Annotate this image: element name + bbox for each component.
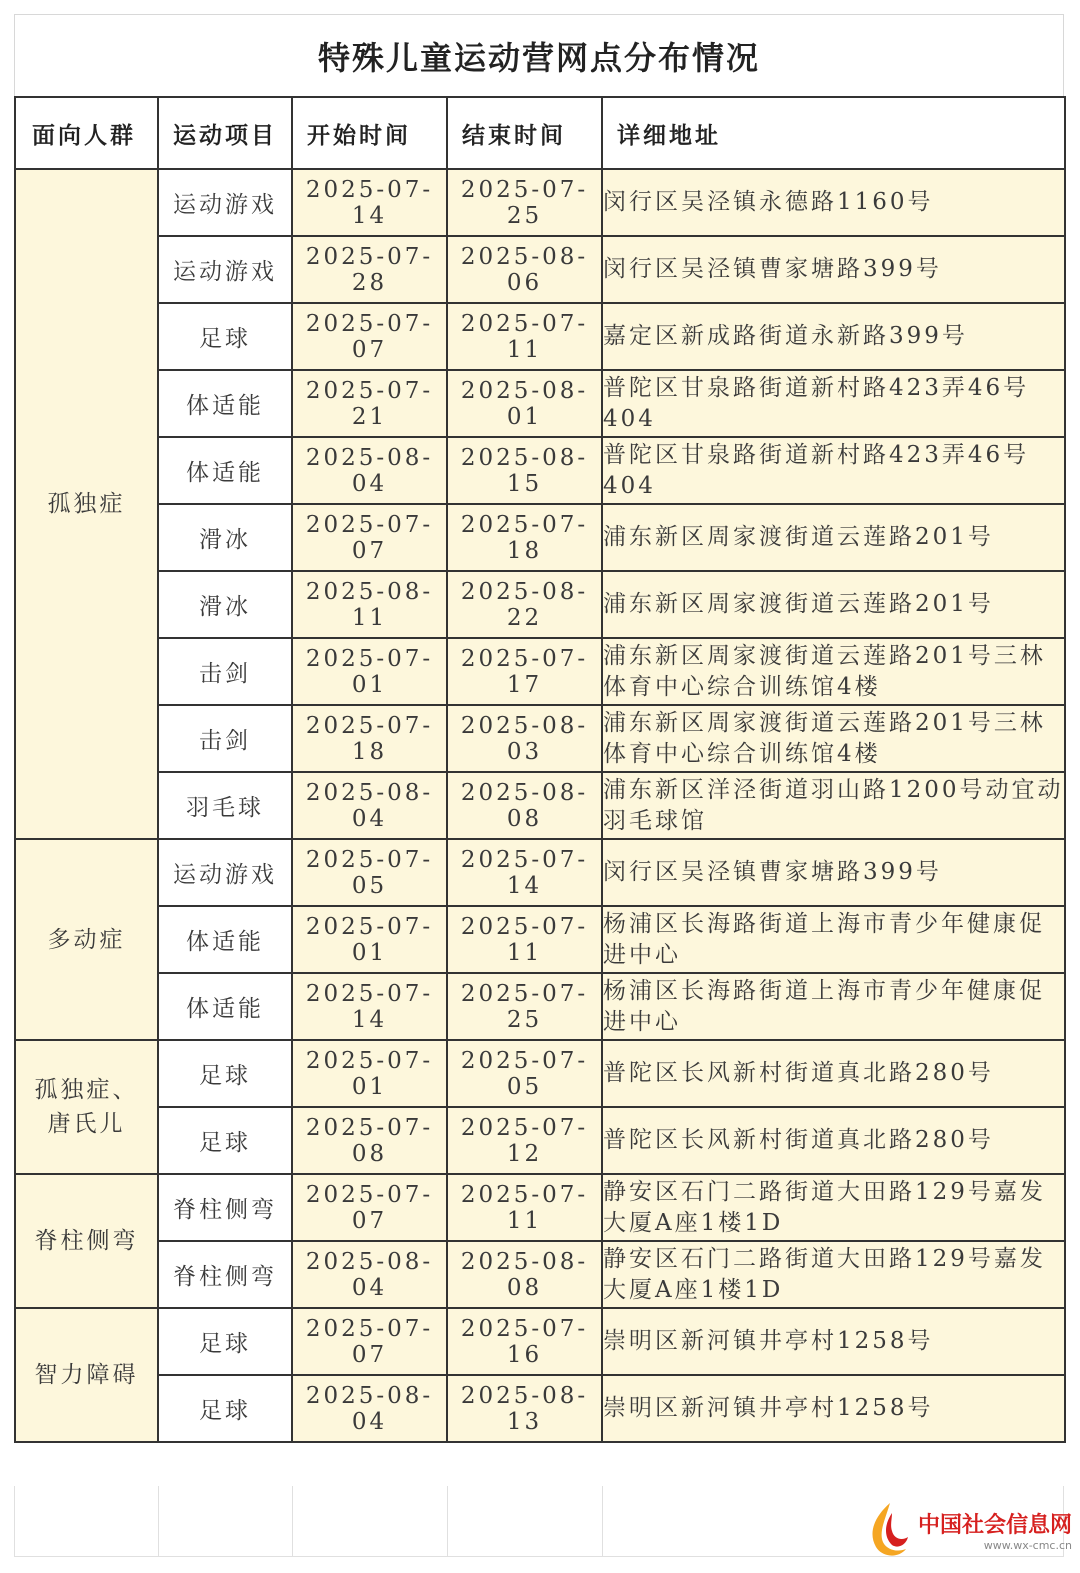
table-row <box>15 437 1065 504</box>
table-row <box>15 1174 1065 1241</box>
address-cell: 普陀区长风新村街道真北路280号 <box>602 1107 1065 1174</box>
table-row <box>15 1241 1065 1308</box>
table-row <box>15 571 1065 638</box>
end-date-cell: 2025-08-01 <box>447 370 602 437</box>
sport-cell: 滑冰 <box>158 504 292 571</box>
sport-cell: 脊柱侧弯 <box>158 1241 292 1308</box>
watermark-name: 中国社会信息网 <box>918 1513 1073 1538</box>
address-cell: 普陀区长风新村街道真北路280号 <box>602 1040 1065 1107</box>
address-cell: 嘉定区新成路街道永新路399号 <box>602 303 1065 370</box>
sport-cell: 足球 <box>158 303 292 370</box>
end-date-cell: 2025-07-11 <box>447 303 602 370</box>
start-date-cell: 2025-07-14 <box>292 973 447 1040</box>
table-row <box>15 906 1065 973</box>
start-date-cell: 2025-07-14 <box>292 169 447 236</box>
start-date-cell: 2025-07-01 <box>292 1040 447 1107</box>
address-cell: 浦东新区周家渡街道云莲路201号 <box>602 504 1065 571</box>
end-date-cell: 2025-07-16 <box>447 1308 602 1375</box>
table-row <box>15 1040 1065 1107</box>
sport-cell: 足球 <box>158 1040 292 1107</box>
start-date-cell: 2025-07-18 <box>292 705 447 772</box>
address-cell: 静安区石门二路街道大田路129号嘉发大厦A座1楼1D <box>602 1174 1065 1241</box>
sport-cell: 体适能 <box>158 973 292 1040</box>
start-date-cell: 2025-08-04 <box>292 1375 447 1442</box>
table-row <box>15 370 1065 437</box>
end-date-cell: 2025-08-13 <box>447 1375 602 1442</box>
table-row <box>15 236 1065 303</box>
address-cell: 浦东新区洋泾街道羽山路1200号动宜动羽毛球馆 <box>602 772 1065 839</box>
start-date-cell: 2025-08-11 <box>292 571 447 638</box>
sport-cell: 羽毛球 <box>158 772 292 839</box>
start-date-cell: 2025-07-28 <box>292 236 447 303</box>
table-row <box>15 839 1065 906</box>
watermark-site: www.wx-cmc.cn <box>983 1539 1072 1552</box>
address-cell: 杨浦区长海路街道上海市青少年健康促进中心 <box>602 906 1065 973</box>
end-date-cell: 2025-07-12 <box>447 1107 602 1174</box>
start-date-cell: 2025-07-01 <box>292 906 447 973</box>
address-cell: 浦东新区周家渡街道云莲路201号 <box>602 571 1065 638</box>
address-cell: 闵行区吴泾镇曹家塘路399号 <box>602 236 1065 303</box>
end-date-cell: 2025-07-18 <box>447 504 602 571</box>
sport-cell: 击剑 <box>158 638 292 705</box>
address-cell: 普陀区甘泉路街道新村路423弄46号404 <box>602 370 1065 437</box>
audience-cell: 脊柱侧弯 <box>15 1174 158 1308</box>
address-cell: 浦东新区周家渡街道云莲路201号三林体育中心综合训练馆4楼 <box>602 705 1065 772</box>
sport-cell: 足球 <box>158 1375 292 1442</box>
end-date-cell: 2025-07-05 <box>447 1040 602 1107</box>
end-date-cell: 2025-08-22 <box>447 571 602 638</box>
address-cell: 崇明区新河镇井亭村1258号 <box>602 1375 1065 1442</box>
end-date-cell: 2025-08-08 <box>447 1241 602 1308</box>
table-row <box>15 169 1065 236</box>
address-cell: 闵行区吴泾镇永德路1160号 <box>602 169 1065 236</box>
table-row <box>15 973 1065 1040</box>
camp-table <box>14 96 1066 1443</box>
start-date-cell: 2025-07-07 <box>292 1308 447 1375</box>
start-date-cell: 2025-08-04 <box>292 437 447 504</box>
table-body <box>15 169 1065 1442</box>
table-row <box>15 705 1065 772</box>
end-date-cell: 2025-07-11 <box>447 1174 602 1241</box>
header-end: 结束时间 <box>447 97 602 169</box>
end-date-cell: 2025-07-17 <box>447 638 602 705</box>
start-date-cell: 2025-07-21 <box>292 370 447 437</box>
header-audience: 面向人群 <box>15 97 158 169</box>
sport-cell: 体适能 <box>158 370 292 437</box>
address-cell: 杨浦区长海路街道上海市青少年健康促进中心 <box>602 973 1065 1040</box>
end-date-cell: 2025-08-03 <box>447 705 602 772</box>
audience-cell: 孤独症、唐氏儿 <box>15 1040 158 1174</box>
end-date-cell: 2025-07-11 <box>447 906 602 973</box>
sport-cell: 运动游戏 <box>158 169 292 236</box>
table-row <box>15 1375 1065 1442</box>
header-address: 详细地址 <box>602 97 1065 169</box>
sport-cell: 击剑 <box>158 705 292 772</box>
header-sport: 运动项目 <box>158 97 292 169</box>
start-date-cell: 2025-07-07 <box>292 504 447 571</box>
table-row <box>15 1308 1065 1375</box>
address-cell: 浦东新区周家渡街道云莲路201号三林体育中心综合训练馆4楼 <box>602 638 1065 705</box>
audience-cell: 多动症 <box>15 839 158 1040</box>
audience-cell: 孤独症 <box>15 169 158 839</box>
address-cell: 闵行区吴泾镇曹家塘路399号 <box>602 839 1065 906</box>
sport-cell: 运动游戏 <box>158 236 292 303</box>
watermark-logo <box>862 1497 1072 1563</box>
address-cell: 静安区石门二路街道大田路129号嘉发大厦A座1楼1D <box>602 1241 1065 1308</box>
sport-cell: 滑冰 <box>158 571 292 638</box>
start-date-cell: 2025-08-04 <box>292 1241 447 1308</box>
address-cell: 普陀区甘泉路街道新村路423弄46号404 <box>602 437 1065 504</box>
end-date-cell: 2025-07-14 <box>447 839 602 906</box>
table-row <box>15 1107 1065 1174</box>
sport-cell: 运动游戏 <box>158 839 292 906</box>
start-date-cell: 2025-08-04 <box>292 772 447 839</box>
table-row <box>15 772 1065 839</box>
end-date-cell: 2025-08-15 <box>447 437 602 504</box>
end-date-cell: 2025-08-06 <box>447 236 602 303</box>
address-cell: 崇明区新河镇井亭村1258号 <box>602 1308 1065 1375</box>
end-date-cell: 2025-07-25 <box>447 973 602 1040</box>
sport-cell: 足球 <box>158 1308 292 1375</box>
table-row <box>15 638 1065 705</box>
end-date-cell: 2025-08-08 <box>447 772 602 839</box>
end-date-cell: 2025-07-25 <box>447 169 602 236</box>
page-title: 特殊儿童运动营网点分布情况 <box>14 14 1064 97</box>
audience-cell: 智力障碍 <box>15 1308 158 1442</box>
header-start: 开始时间 <box>292 97 447 169</box>
flame-logo-icon <box>862 1499 916 1561</box>
start-date-cell: 2025-07-07 <box>292 303 447 370</box>
sport-cell: 脊柱侧弯 <box>158 1174 292 1241</box>
sport-cell: 体适能 <box>158 906 292 973</box>
sport-cell: 体适能 <box>158 437 292 504</box>
start-date-cell: 2025-07-01 <box>292 638 447 705</box>
sport-cell: 足球 <box>158 1107 292 1174</box>
start-date-cell: 2025-07-07 <box>292 1174 447 1241</box>
header-row <box>15 97 1065 169</box>
table-row <box>15 303 1065 370</box>
start-date-cell: 2025-07-05 <box>292 839 447 906</box>
table-row <box>15 504 1065 571</box>
start-date-cell: 2025-07-08 <box>292 1107 447 1174</box>
